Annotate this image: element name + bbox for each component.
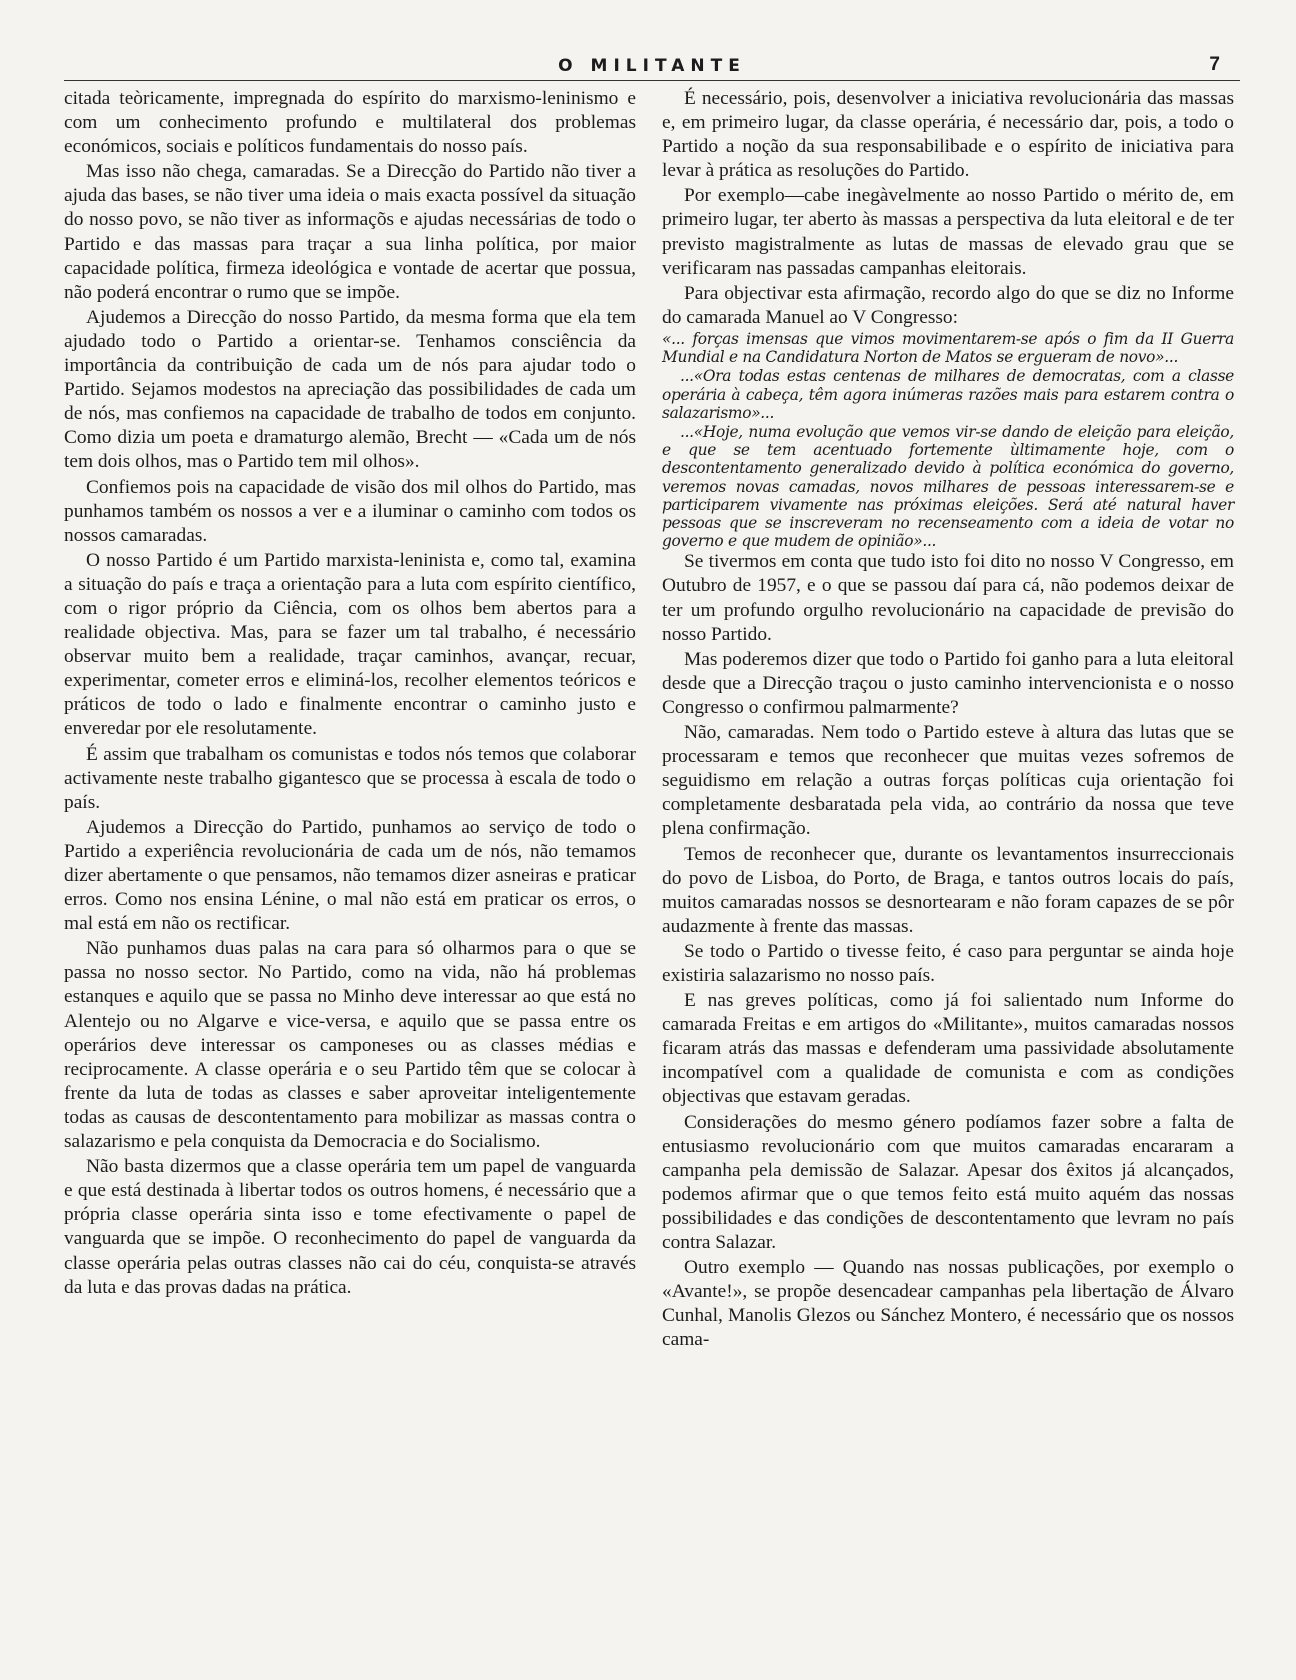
- masthead: [64, 44, 1240, 81]
- paragraph: Confiemos pois na capacidade de visão dos mil olhos do Partido, mas punhamos também os nossos a ver e a iluminar o caminho com todos os nossos camaradas.: [64, 476, 636, 546]
- right-column: [662, 87, 1234, 1352]
- paragraph: Não, camaradas. Nem todo o Partido esteve à altura das lutas que se processaram e temos que reconhecer que muitas vezes sofremos de seguidismo em relação a outras forças políticas cuja orientação foi completamente desbaratada pela vida, ao contrário da nossa que teve plena confirmação.: [662, 722, 1234, 840]
- paragraph: Se todo o Partido o tivesse feito, é caso para perguntar se ainda hoje existiria salazarismo no nosso país.: [662, 940, 1234, 986]
- page-number: 7: [1209, 54, 1220, 75]
- article-columns: [64, 87, 1240, 1352]
- paragraph: Temos de reconhecer que, durante os levantamentos insurreccionais do povo de Lisboa, do Porto, de Braga, e tantos outros locais do país, muitos camaradas nossos se desnortearam e não foram capazes de se pôr audazmente à frente das massas.: [662, 843, 1234, 937]
- paragraph: Por exemplo—cabe inegàvelmente ao nosso Partido o mérito de, em primeiro lugar, ter aberto às massas a perspectiva da luta eleitoral e de ter previsto magistralmente as lutas de massas de elevado grau que se verificaram nas passadas campanhas eleitorais.: [662, 185, 1234, 279]
- quote-paragraph: «... forças imensas que vimos movimentarem-se após o fim da II Guerra Mundial e na Candidatura Norton de Matos se ergueram de novo»...: [662, 329, 1234, 367]
- paragraph: Considerações do mesmo género podíamos fazer sobre a falta de entusiasmo revolucionário com que muitos camaradas encararam a campanha pela demissão de Salazar. Apesar dos êxitos já alcançados, podemos afirmar que o que temos feito está muito aquém das nossas possibilidades e das condições de descontentamento que levram no país contra Salazar.: [662, 1111, 1234, 1253]
- publication-title: O MILITANTE: [558, 56, 746, 76]
- quote-paragraph: ...«Ora todas estas centenas de milhares de democratas, com a classe operária à cabeça, têm agora inúmeras razões mais para estarem contra o salazarismo»...: [662, 367, 1234, 422]
- paragraph: Não basta dizermos que a classe operária tem um papel de vanguarda e que está destinada à libertar todos os outros homens, é necessário que a própria classe operária sinta isso e tome efectivamente o papel de vanguarda que se impõe. O reconhecimento do papel de vanguarda da classe operária pelas outras classes não cai do céu, conquista-se através da luta e das provas dadas na prática.: [64, 1156, 636, 1298]
- paragraph: É assim que trabalham os comunistas e todos nós temos que colaborar activamente neste trabalho gigantesco que se processa à escala de todo o país.: [64, 743, 636, 813]
- paragraph: citada teòricamente, impregnada do espírito do marxismo-leninismo e com um conhecimento profundo e multilateral dos problemas económicos, sociais e políticos fundamentais do nosso país.: [64, 88, 636, 158]
- paragraph: Mas poderemos dizer que todo o Partido foi ganho para a luta eleitoral desde que a Direcção traçou o justo caminho intervencionista e o nosso Congresso o confirmou palmarmente?: [662, 648, 1234, 718]
- paragraph: O nosso Partido é um Partido marxista-leninista e, como tal, examina a situação do país e traça a orientação para a luta com espírito científico, com o rigor próprio da Ciência, com os olhos bem abertos para a realidade objectiva. Mas, para se fazer um tal trabalho, é necessário observar muito bem a realidade, traçar caminhos, avançar, recuar, experimentar, cometer erros e eliminá-los, recolher elementos teóricos e práticos de todo o lado e finalmente encontrar o caminho justo e enveredar por ele resolutamente.: [64, 549, 636, 740]
- left-column: [64, 87, 636, 1352]
- paragraph: Ajudemos a Direcção do Partido, punhamos ao serviço de todo o Partido a experiência revolucionária de cada um de nós, não temamos dizer abertamente o que pensamos, não temamos dizer asneiras e praticar erros. Como nos ensina Lénine, o mal não está em praticar os erros, o mal está em não os rectificar.: [64, 816, 636, 935]
- paragraph: Não punhamos duas palas na cara para só olharmos para o que se passa no nosso sector. No Partido, como na vida, não há problemas estanques e aquilo que se passa no Minho deve interessar ao que está no Alentejo ou no Algarve e vice-versa, e aquilo que se passa entre os operários deve interessar os camponeses ou as classes médias e reciprocamente. A classe operária e o seu Partido têm que se colocar à frente da luta de todas as classes e saber aproveitar inteligentemente todas as causas de descontentamento para mobilizar as massas contra o salazarismo e pela conquista da Democracia e do Socialismo.: [64, 938, 636, 1153]
- paragraph: Se tivermos em conta que tudo isto foi dito no nosso V Congresso, em Outubro de 1957, e o que se passou daí para cá, não podemos deixar de ter um profundo orgulho revolucionário na capacidade de previsão do nosso Partido.: [662, 551, 1234, 645]
- paragraph: Ajudemos a Direcção do nosso Partido, da mesma forma que ela tem ajudado todo o Partido a orientar-se. Tenhamos consciência da importância da contribuição de cada um de nós para ajudar todo o Partido. Sejamos modestos na apreciação das possibilidades de cada um de nós, mas confiemos na capacidade de trabalho de todos em conjunto. Como dizia um poeta e dramaturgo alemão, Brecht — «Cada um de nós tem dois olhos, mas o Partido tem mil olhos».: [64, 306, 636, 473]
- paragraph: Outro exemplo — Quando nas nossas publicações, por exemplo o «Avante!», se propõe desencadear campanhas pela libertação de Álvaro Cunhal, Manolis Glezos ou Sánchez Montero, é necessário que os nossos cama-: [662, 1257, 1234, 1351]
- quote-paragraph: ...«Hoje, numa evolução que vemos vir-se dando de eleição para eleição, e que se tem acentuado fortemente ùltimamente hoje, com o descontentamento generalizado devido à política económica do governo, veremos novas camadas, novos milhares de pessoas interessarem-se e participarem vivamente nas próximas eleições. Será até natural haver pessoas que se inscreveram no recenseamento com a ideia de votar no governo e que mudem de opinião»...: [662, 422, 1234, 551]
- paragraph: Mas isso não chega, camaradas. Se a Direcção do Partido não tiver a ajuda das bases, se não tiver uma ideia o mais exacta possível da situação do nosso povo, se não tiver as informaçõs e ajudas necessárias de todo o Partido e das massas para traçar a sua linha política, por maior capacidade política, firmeza ideológica e vontade de acertar que possua, não poderá encontrar o rumo que se impõe.: [64, 161, 636, 303]
- paragraph: E nas greves políticas, como já foi salientado num Informe do camarada Freitas e em artigos do «Militante», muitos camaradas nossos ficaram atrás das massas e defenderam uma passividade absolutamente incompatível com a qualidade de comunista e com as condições objectivas que estavam geradas.: [662, 990, 1234, 1108]
- paragraph: É necessário, pois, desenvolver a iniciativa revolucionária das massas e, em primeiro lugar, da classe operária, é necessário dar, pois, a todo o Partido a noção da sua responsabilibade e o espírito de iniciativa para levar à prática as resoluções do Partido.: [662, 88, 1234, 182]
- congress-report-quote: [662, 330, 1234, 550]
- paragraph: Para objectivar esta afirmação, recordo algo do que se diz no Informe do camarada Manuel ao V Congresso:: [662, 282, 1234, 328]
